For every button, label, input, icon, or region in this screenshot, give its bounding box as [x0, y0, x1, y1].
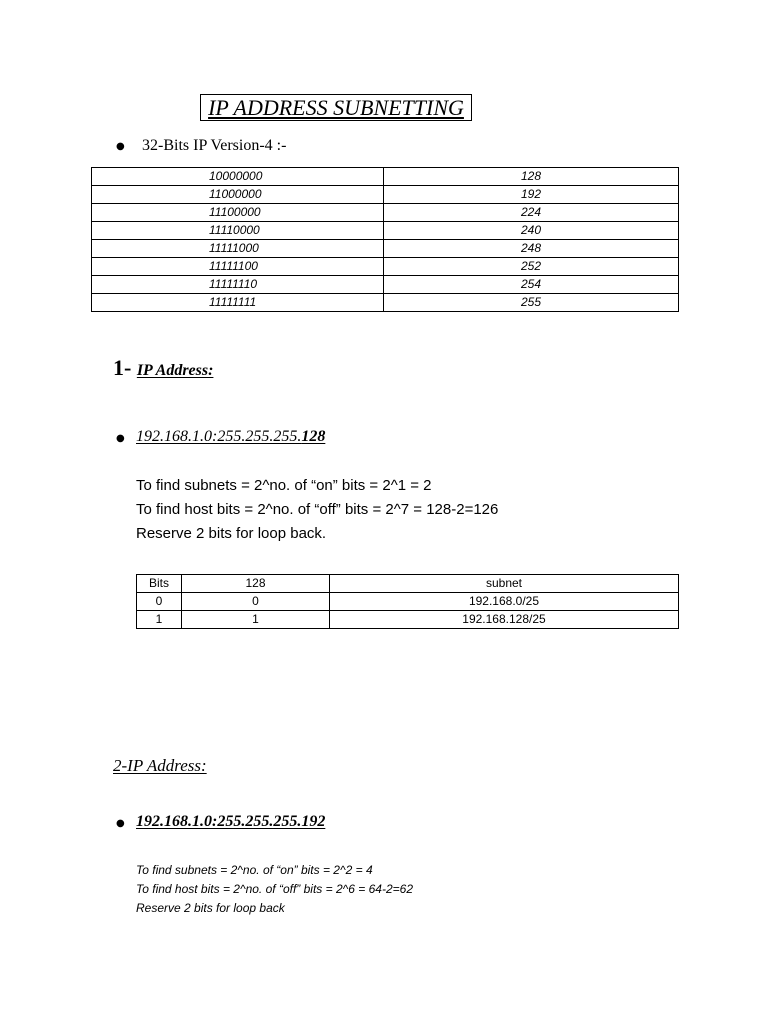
table-row [137, 611, 679, 629]
section2-line: Reserve 2 bits for loop back [136, 901, 285, 915]
section1-ip-prefix: 192.168.1.0:255.255.255. [136, 428, 302, 445]
section1-line: Reserve 2 bits for loop back. [136, 525, 327, 542]
mask-table [91, 167, 679, 312]
section1-subnet-table [136, 574, 679, 629]
binary-cell: 11111110 [92, 276, 384, 294]
table-cell: 0 [182, 593, 330, 611]
decimal-cell: 192 [384, 186, 679, 204]
table-row [92, 258, 679, 276]
section1-heading [113, 355, 213, 381]
page-title: IP ADDRESS SUBNETTING [200, 94, 472, 121]
header-cell: Bits [137, 575, 182, 593]
decimal-cell: 128 [384, 168, 679, 186]
bullet-icon: ● [116, 433, 125, 444]
table-row [92, 294, 679, 312]
table-row [92, 186, 679, 204]
bullet-icon: ● [116, 141, 125, 152]
decimal-cell: 240 [384, 222, 679, 240]
table-cell: 0 [137, 593, 182, 611]
header-cell: 128 [182, 575, 330, 593]
section2-calculations [136, 861, 413, 918]
bullet-icon: ● [116, 818, 125, 829]
section1-line: To find subnets = 2^no. of “on” bits = 2^1 = 2 [136, 477, 432, 494]
binary-cell: 11110000 [92, 222, 384, 240]
decimal-cell: 255 [384, 294, 679, 312]
decimal-cell: 248 [384, 240, 679, 258]
table-row [92, 222, 679, 240]
section1-line: To find host bits = 2^no. of “off” bits = 2^7 = 128-2=126 [136, 501, 499, 518]
table-row [92, 204, 679, 222]
decimal-cell: 254 [384, 276, 679, 294]
section1-ip-suffix: 128 [301, 428, 326, 445]
binary-cell: 11111100 [92, 258, 384, 276]
decimal-cell: 224 [384, 204, 679, 222]
decimal-cell: 252 [384, 258, 679, 276]
bits-line: 32-Bits IP Version-4 :- [142, 137, 287, 154]
section2-line: To find subnets = 2^no. of “on” bits = 2^2 = 4 [136, 863, 373, 877]
section2-ip: 192.168.1.0:255.255.255.192 [136, 813, 326, 830]
binary-cell: 11000000 [92, 186, 384, 204]
table-row [92, 168, 679, 186]
table-cell: 192.168.0/25 [330, 593, 679, 611]
binary-cell: 10000000 [92, 168, 384, 186]
section1-ip [136, 428, 325, 446]
table-cell: 192.168.128/25 [330, 611, 679, 629]
header-cell: subnet [330, 575, 679, 593]
table-row [92, 240, 679, 258]
section2-line: To find host bits = 2^no. of “off” bits = 2^6 = 64-2=62 [136, 882, 413, 896]
section1-calculations [136, 474, 498, 546]
table-cell: 1 [137, 611, 182, 629]
binary-cell: 11111000 [92, 240, 384, 258]
table-header-row [137, 575, 679, 593]
table-row [137, 593, 679, 611]
section1-number: 1- [113, 355, 132, 380]
binary-cell: 11100000 [92, 204, 384, 222]
table-row [92, 276, 679, 294]
section2-heading: 2-IP Address: [113, 756, 207, 775]
section1-title: IP Address: [136, 362, 214, 379]
table-cell: 1 [182, 611, 330, 629]
binary-cell: 11111111 [92, 294, 384, 312]
